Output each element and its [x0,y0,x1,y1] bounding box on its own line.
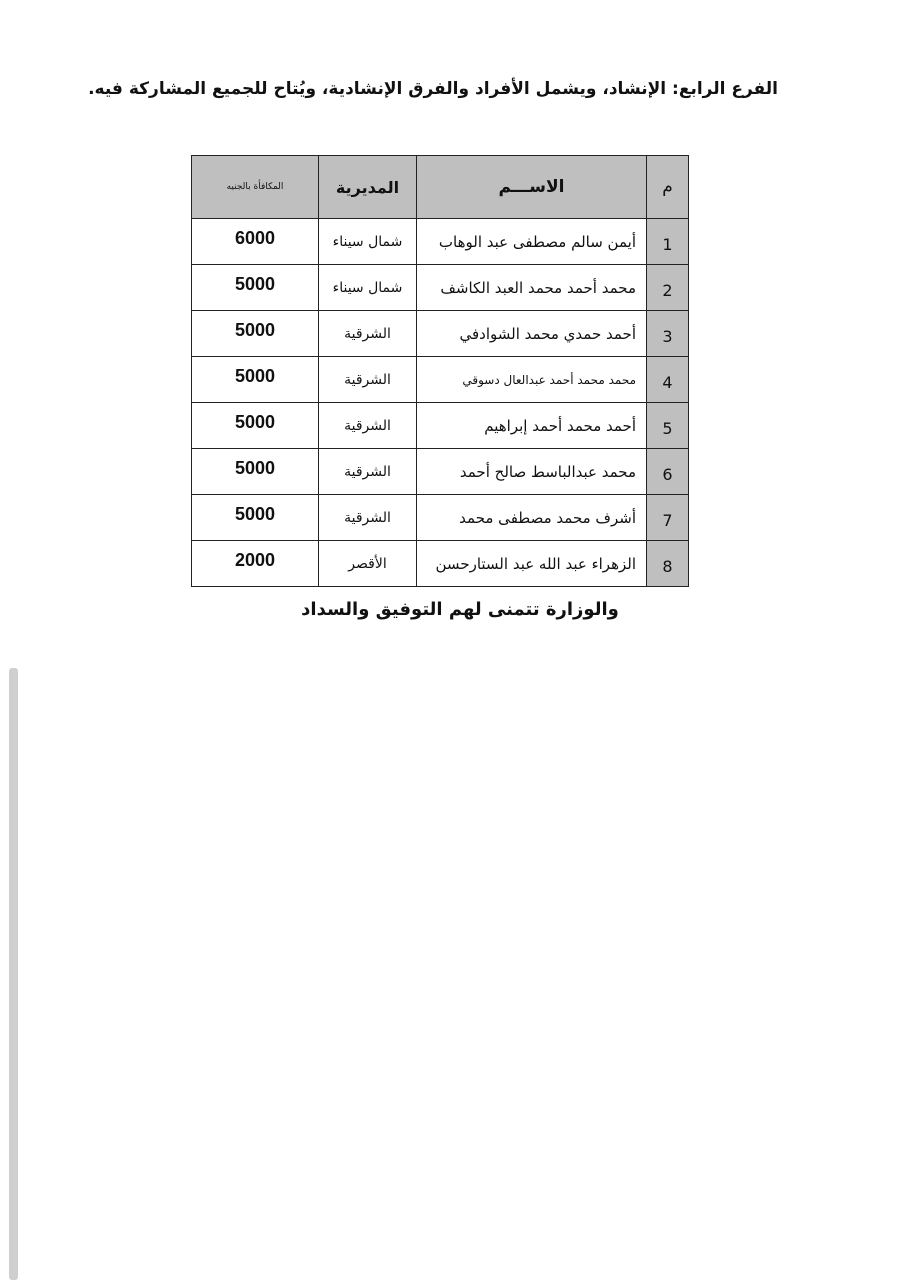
row-reward: 5000 [192,403,319,449]
row-directorate: شمال سيناء [319,219,417,265]
table-row [192,265,689,311]
row-number: 6 [647,449,689,495]
row-name: أيمن سالم مصطفى عبد الوهاب [417,219,647,265]
table-header-row [192,156,689,219]
row-number: 3 [647,311,689,357]
row-reward: 5000 [192,357,319,403]
header-name: الاســـم [417,156,647,219]
row-number: 7 [647,495,689,541]
row-directorate: الشرقية [319,311,417,357]
row-directorate: الشرقية [319,357,417,403]
row-name: الزهراء عبد الله عبد الستارحسن [417,541,647,587]
row-name: أحمد حمدي محمد الشوادفي [417,311,647,357]
header-directorate: المديرية [319,156,417,219]
row-directorate: الأقصر [319,541,417,587]
table-row [192,357,689,403]
row-number: 8 [647,541,689,587]
closing-statement: والوزارة تتمنى لهم التوفيق والسداد [301,599,619,620]
row-directorate: الشرقية [319,403,417,449]
row-directorate: الشرقية [319,449,417,495]
winners-table [191,155,689,587]
row-name: محمد عبدالباسط صالح أحمد [417,449,647,495]
row-name: أحمد محمد أحمد إبراهيم [417,403,647,449]
vertical-scrollbar[interactable] [9,668,18,1280]
row-reward: 6000 [192,219,319,265]
row-reward: 5000 [192,495,319,541]
table-row [192,219,689,265]
row-name: محمد محمد أحمد عبدالعال دسوقي [417,357,647,403]
table-row [192,541,689,587]
row-reward: 5000 [192,449,319,495]
row-number: 2 [647,265,689,311]
winners-table-container [191,155,688,587]
table-row [192,403,689,449]
header-reward: المكافأة بالجنيه [192,156,319,219]
table-row [192,449,689,495]
row-directorate: شمال سيناء [319,265,417,311]
row-reward: 5000 [192,265,319,311]
row-name: محمد أحمد محمد العبد الكاشف [417,265,647,311]
row-number: 1 [647,219,689,265]
table-row [192,495,689,541]
table-row [192,311,689,357]
row-directorate: الشرقية [319,495,417,541]
row-name: أشرف محمد مصطفى محمد [417,495,647,541]
header-number: م [647,156,689,219]
row-number: 5 [647,403,689,449]
section-heading: الفرع الرابع: الإنشاد، ويشمل الأفراد والفرق الإنشادية، ويُتاح للجميع المشاركة فيه. [88,79,778,99]
row-number: 4 [647,357,689,403]
row-reward: 5000 [192,311,319,357]
row-reward: 2000 [192,541,319,587]
